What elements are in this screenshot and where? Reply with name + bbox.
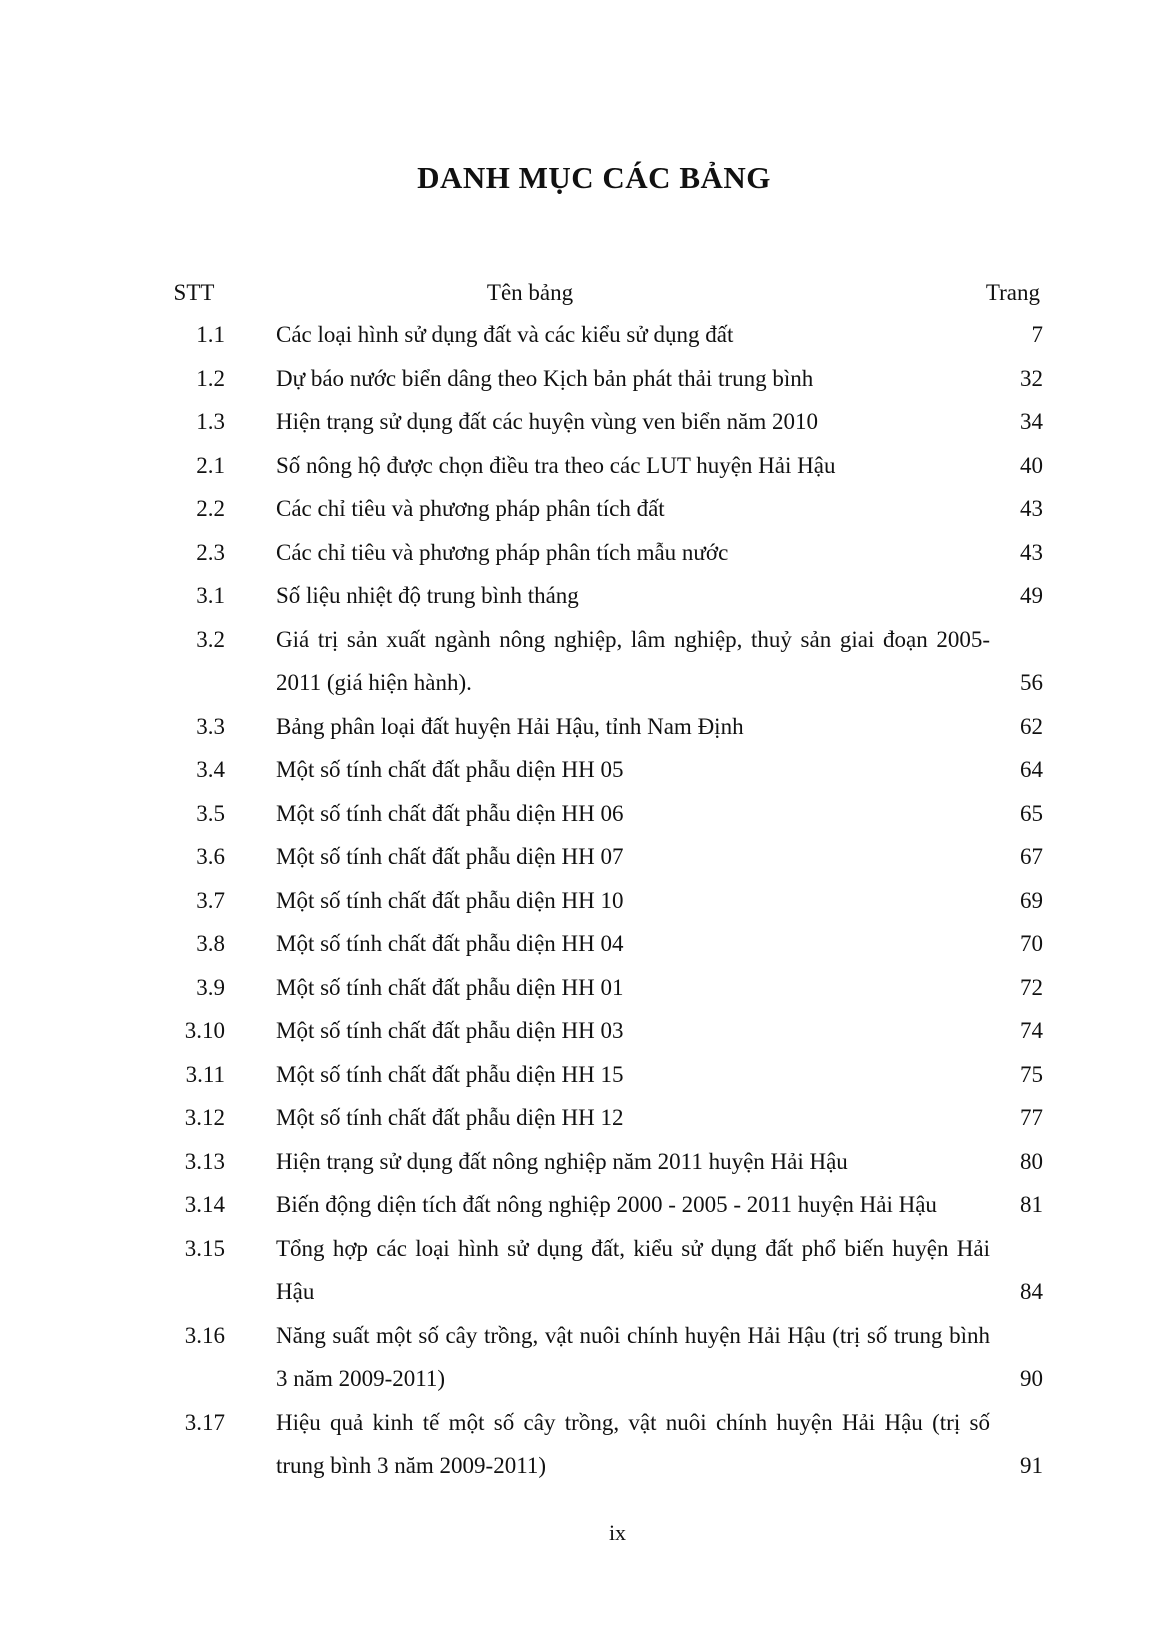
table-row — [0, 313, 1158, 357]
row-page: 43 — [1020, 496, 1043, 521]
row-page: 70 — [1020, 931, 1043, 956]
row-number: 2.3 — [196, 539, 225, 565]
table-row — [0, 792, 1158, 836]
table-row — [0, 1183, 1158, 1227]
table-row — [0, 618, 1158, 705]
row-number: 3.16 — [184, 1322, 225, 1348]
row-title: Một số tính chất đất phẫu diện HH 01 — [276, 974, 624, 1000]
row-title: Các loại hình sử dụng đất và các kiểu sử dụng đất — [276, 322, 734, 347]
table-row — [0, 1227, 1158, 1314]
table-row — [0, 1053, 1158, 1097]
row-number: 3.9 — [196, 974, 225, 1000]
table-row — [0, 922, 1158, 966]
table-row — [0, 357, 1158, 401]
row-title: Bảng phân loại đất huyện Hải Hậu, tỉnh Nam Định — [276, 713, 744, 739]
row-number: 3.15 — [184, 1235, 225, 1261]
row-page: 84 — [1020, 1279, 1043, 1304]
table-row — [0, 879, 1158, 923]
table-row — [0, 444, 1158, 488]
table-row — [0, 748, 1158, 792]
row-page: 75 — [1020, 1061, 1043, 1087]
row-page: 80 — [1020, 1148, 1043, 1174]
row-title: Một số tính chất đất phẫu diện HH 05 — [276, 757, 624, 782]
table-row — [0, 487, 1158, 531]
row-title: Một số tính chất đất phẫu diện HH 07 — [276, 844, 624, 869]
row-page: 67 — [1020, 844, 1043, 869]
row-page: 49 — [1020, 583, 1043, 608]
row-page: 7 — [1031, 322, 1043, 347]
column-header-page: Trang — [985, 280, 1040, 305]
row-title: Dự báo nước biển dâng theo Kịch bản phát thải trung bình — [276, 365, 814, 391]
row-number: 3.6 — [196, 844, 225, 869]
row-number: 3.12 — [184, 1105, 225, 1130]
row-number: 3.2 — [196, 626, 225, 652]
row-title: Hiện trạng sử dụng đất các huyện vùng ven biển năm 2010 — [276, 409, 818, 434]
row-title: Năng suất một số cây trồng, vật nuôi chính huyện Hải Hậu (trị số trung bình 3 năm 2009-2011) — [276, 1322, 990, 1391]
row-title: Hiệu quả kinh tế một số cây trồng, vật nuôi chính huyện Hải Hậu (trị số trung bình 3 năm 2009-2011) — [276, 1409, 990, 1478]
row-page: 91 — [1020, 1453, 1043, 1478]
row-page: 64 — [1020, 757, 1043, 782]
row-page: 40 — [1020, 452, 1043, 478]
row-title: Một số tính chất đất phẫu diện HH 04 — [276, 931, 624, 956]
table-row — [0, 1009, 1158, 1053]
row-number: 1.3 — [196, 409, 225, 434]
table-list — [0, 313, 1158, 1488]
table-row — [0, 574, 1158, 618]
table-row — [0, 1314, 1158, 1401]
row-title: Một số tính chất đất phẫu diện HH 12 — [276, 1105, 624, 1130]
column-header-stt: STT — [173, 280, 215, 305]
row-number: 3.11 — [185, 1061, 225, 1087]
row-title: Một số tính chất đất phẫu diện HH 06 — [276, 800, 624, 826]
table-header — [0, 272, 1158, 312]
row-page: 65 — [1020, 800, 1043, 826]
row-number: 3.10 — [184, 1018, 225, 1043]
row-title: Số nông hộ được chọn điều tra theo các LUT huyện Hải Hậu — [276, 452, 836, 478]
row-number: 1.1 — [196, 322, 225, 347]
table-row — [0, 1096, 1158, 1140]
row-page: 81 — [1020, 1192, 1043, 1217]
table-row — [0, 835, 1158, 879]
row-page: 56 — [1020, 670, 1043, 695]
row-number: 3.17 — [184, 1409, 225, 1435]
table-row — [0, 1140, 1158, 1184]
row-page: 77 — [1020, 1105, 1043, 1130]
row-title: Một số tính chất đất phẫu diện HH 10 — [276, 887, 624, 913]
page-title: DANH MỤC CÁC BẢNG — [417, 160, 771, 195]
row-title: Hiện trạng sử dụng đất nông nghiệp năm 2011 huyện Hải Hậu — [276, 1148, 848, 1174]
table-row — [0, 705, 1158, 749]
row-number: 1.2 — [196, 365, 225, 391]
table-row — [0, 1401, 1158, 1488]
row-number: 3.14 — [184, 1192, 225, 1217]
table-row — [0, 531, 1158, 575]
row-page: 43 — [1020, 539, 1043, 565]
row-title: Các chỉ tiêu và phương pháp phân tích mẫu nước — [276, 539, 729, 565]
row-page: 72 — [1020, 974, 1043, 1000]
row-page: 90 — [1020, 1366, 1043, 1391]
row-page: 62 — [1020, 713, 1043, 739]
table-row — [0, 400, 1158, 444]
row-number: 3.1 — [196, 583, 225, 608]
row-title: Tổng hợp các loại hình sử dụng đất, kiểu sử dụng đất phổ biến huyện Hải Hậu — [276, 1235, 990, 1304]
row-page: 74 — [1020, 1018, 1043, 1043]
row-number: 3.8 — [196, 931, 225, 956]
row-number: 3.13 — [184, 1148, 225, 1174]
row-page: 32 — [1020, 365, 1043, 391]
column-header-name: Tên bảng — [486, 280, 574, 305]
row-title: Số liệu nhiệt độ trung bình tháng — [276, 583, 579, 608]
table-row — [0, 966, 1158, 1010]
row-page: 69 — [1020, 887, 1043, 913]
row-title: Các chỉ tiêu và phương pháp phân tích đất — [276, 496, 665, 521]
page-number: ix — [608, 1520, 627, 1545]
row-number: 3.7 — [196, 887, 225, 913]
row-number: 2.1 — [196, 452, 225, 478]
row-number: 3.4 — [196, 757, 225, 782]
row-number: 3.3 — [196, 713, 225, 739]
row-number: 2.2 — [196, 496, 225, 521]
row-title: Một số tính chất đất phẫu diện HH 15 — [276, 1061, 624, 1087]
row-title: Biến động diện tích đất nông nghiệp 2000 - 2005 - 2011 huyện Hải Hậu — [276, 1192, 937, 1217]
row-title: Một số tính chất đất phẫu diện HH 03 — [276, 1018, 624, 1043]
row-page: 34 — [1020, 409, 1043, 434]
row-title: Giá trị sản xuất ngành nông nghiệp, lâm nghiệp, thuỷ sản giai đoạn 2005-2011 (giá hiện hành). — [276, 626, 990, 695]
row-number: 3.5 — [196, 800, 225, 826]
